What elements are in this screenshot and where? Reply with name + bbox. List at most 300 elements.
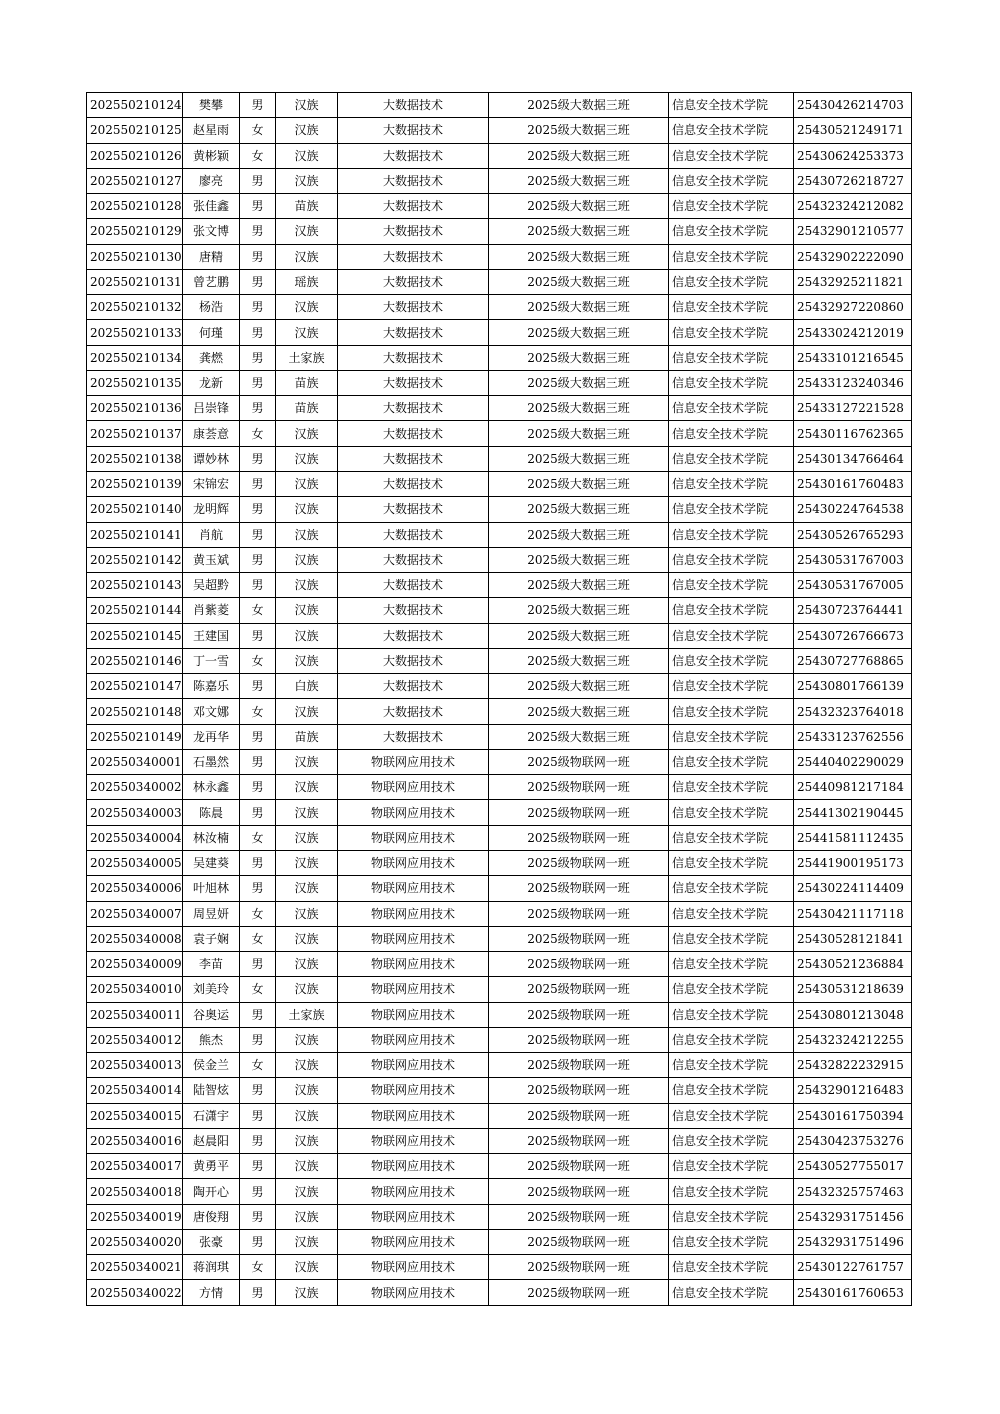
class-cell: 2025级物联网一班 xyxy=(489,1078,669,1103)
ethnicity-cell: 汉族 xyxy=(276,952,338,977)
class-cell: 2025级物联网一班 xyxy=(489,1229,669,1254)
ethnicity-cell: 白族 xyxy=(276,674,338,699)
name-cell: 陈晨 xyxy=(183,800,240,825)
class-cell: 2025级大数据三班 xyxy=(489,219,669,244)
college-cell: 信息安全技术学院 xyxy=(669,269,794,294)
college-cell: 信息安全技术学院 xyxy=(669,1053,794,1078)
student-id-cell: 202550340016 xyxy=(87,1128,183,1153)
ethnicity-cell: 苗族 xyxy=(276,396,338,421)
exam-number-cell: 25430726218727 xyxy=(794,168,912,193)
ethnicity-cell: 汉族 xyxy=(276,1128,338,1153)
college-cell: 信息安全技术学院 xyxy=(669,244,794,269)
exam-number-cell: 25432901216483 xyxy=(794,1078,912,1103)
class-cell: 2025级物联网一班 xyxy=(489,825,669,850)
gender-cell: 男 xyxy=(240,623,276,648)
name-cell: 赵晨阳 xyxy=(183,1128,240,1153)
table-row xyxy=(87,320,912,345)
gender-cell: 男 xyxy=(240,1027,276,1052)
college-cell: 信息安全技术学院 xyxy=(669,1027,794,1052)
table-row xyxy=(87,168,912,193)
exam-number-cell: 25430723764441 xyxy=(794,598,912,623)
gender-cell: 男 xyxy=(240,471,276,496)
class-cell: 2025级大数据三班 xyxy=(489,345,669,370)
table-row xyxy=(87,724,912,749)
table-row xyxy=(87,1002,912,1027)
class-cell: 2025级物联网一班 xyxy=(489,1027,669,1052)
name-cell: 龙明辉 xyxy=(183,497,240,522)
major-cell: 物联网应用技术 xyxy=(338,952,489,977)
exam-number-cell: 25430531767003 xyxy=(794,547,912,572)
college-cell: 信息安全技术学院 xyxy=(669,1280,794,1305)
table-row xyxy=(87,876,912,901)
student-id-cell: 202550340009 xyxy=(87,952,183,977)
gender-cell: 男 xyxy=(240,547,276,572)
college-cell: 信息安全技术学院 xyxy=(669,118,794,143)
major-cell: 物联网应用技术 xyxy=(338,1002,489,1027)
name-cell: 谷奥运 xyxy=(183,1002,240,1027)
table-row xyxy=(87,1229,912,1254)
exam-number-cell: 25433101216545 xyxy=(794,345,912,370)
student-id-cell: 202550210126 xyxy=(87,143,183,168)
name-cell: 李苗 xyxy=(183,952,240,977)
gender-cell: 男 xyxy=(240,1103,276,1128)
table-row xyxy=(87,775,912,800)
major-cell: 大数据技术 xyxy=(338,497,489,522)
student-id-cell: 202550340015 xyxy=(87,1103,183,1128)
class-cell: 2025级大数据三班 xyxy=(489,194,669,219)
student-id-cell: 202550340012 xyxy=(87,1027,183,1052)
table-row xyxy=(87,598,912,623)
ethnicity-cell: 汉族 xyxy=(276,320,338,345)
exam-number-cell: 25430531218639 xyxy=(794,977,912,1002)
gender-cell: 男 xyxy=(240,269,276,294)
ethnicity-cell: 汉族 xyxy=(276,93,338,118)
gender-cell: 女 xyxy=(240,118,276,143)
major-cell: 大数据技术 xyxy=(338,648,489,673)
table-row xyxy=(87,952,912,977)
major-cell: 物联网应用技术 xyxy=(338,1280,489,1305)
ethnicity-cell: 瑶族 xyxy=(276,269,338,294)
student-id-cell: 202550340022 xyxy=(87,1280,183,1305)
name-cell: 杨浩 xyxy=(183,295,240,320)
ethnicity-cell: 汉族 xyxy=(276,1053,338,1078)
name-cell: 王建国 xyxy=(183,623,240,648)
major-cell: 大数据技术 xyxy=(338,93,489,118)
student-id-cell: 202550340007 xyxy=(87,901,183,926)
gender-cell: 男 xyxy=(240,952,276,977)
major-cell: 大数据技术 xyxy=(338,471,489,496)
gender-cell: 男 xyxy=(240,320,276,345)
exam-number-cell: 25432931751496 xyxy=(794,1229,912,1254)
exam-number-cell: 25430624253373 xyxy=(794,143,912,168)
class-cell: 2025级大数据三班 xyxy=(489,446,669,471)
exam-number-cell: 25440402290029 xyxy=(794,749,912,774)
student-id-cell: 202550210125 xyxy=(87,118,183,143)
name-cell: 林汝楠 xyxy=(183,825,240,850)
name-cell: 黄彬颖 xyxy=(183,143,240,168)
college-cell: 信息安全技术学院 xyxy=(669,320,794,345)
exam-number-cell: 25432324212082 xyxy=(794,194,912,219)
ethnicity-cell: 汉族 xyxy=(276,168,338,193)
gender-cell: 男 xyxy=(240,93,276,118)
exam-number-cell: 25430161750394 xyxy=(794,1103,912,1128)
college-cell: 信息安全技术学院 xyxy=(669,295,794,320)
major-cell: 大数据技术 xyxy=(338,573,489,598)
name-cell: 康荟意 xyxy=(183,421,240,446)
exam-number-cell: 25432925211821 xyxy=(794,269,912,294)
ethnicity-cell: 汉族 xyxy=(276,749,338,774)
name-cell: 张豪 xyxy=(183,1229,240,1254)
major-cell: 大数据技术 xyxy=(338,724,489,749)
table-row xyxy=(87,749,912,774)
table-row xyxy=(87,471,912,496)
ethnicity-cell: 汉族 xyxy=(276,1255,338,1280)
exam-number-cell: 25433123240346 xyxy=(794,370,912,395)
class-cell: 2025级大数据三班 xyxy=(489,295,669,320)
student-id-cell: 202550340005 xyxy=(87,850,183,875)
exam-number-cell: 25430122761757 xyxy=(794,1255,912,1280)
class-cell: 2025级物联网一班 xyxy=(489,1002,669,1027)
table-row xyxy=(87,497,912,522)
gender-cell: 女 xyxy=(240,977,276,1002)
ethnicity-cell: 汉族 xyxy=(276,825,338,850)
exam-number-cell: 25432324212255 xyxy=(794,1027,912,1052)
major-cell: 物联网应用技术 xyxy=(338,1255,489,1280)
exam-number-cell: 25430531767005 xyxy=(794,573,912,598)
table-row xyxy=(87,194,912,219)
exam-number-cell: 25430521236884 xyxy=(794,952,912,977)
exam-number-cell: 25430116762365 xyxy=(794,421,912,446)
gender-cell: 女 xyxy=(240,143,276,168)
exam-number-cell: 25432822232915 xyxy=(794,1053,912,1078)
gender-cell: 女 xyxy=(240,648,276,673)
student-id-cell: 202550210148 xyxy=(87,699,183,724)
college-cell: 信息安全技术学院 xyxy=(669,370,794,395)
class-cell: 2025级物联网一班 xyxy=(489,1128,669,1153)
class-cell: 2025级大数据三班 xyxy=(489,598,669,623)
class-cell: 2025级物联网一班 xyxy=(489,775,669,800)
ethnicity-cell: 土家族 xyxy=(276,345,338,370)
class-cell: 2025级大数据三班 xyxy=(489,674,669,699)
college-cell: 信息安全技术学院 xyxy=(669,724,794,749)
major-cell: 物联网应用技术 xyxy=(338,1179,489,1204)
table-row xyxy=(87,1053,912,1078)
name-cell: 肖紫菱 xyxy=(183,598,240,623)
ethnicity-cell: 汉族 xyxy=(276,623,338,648)
college-cell: 信息安全技术学院 xyxy=(669,1103,794,1128)
college-cell: 信息安全技术学院 xyxy=(669,876,794,901)
major-cell: 大数据技术 xyxy=(338,168,489,193)
table-row xyxy=(87,118,912,143)
class-cell: 2025级大数据三班 xyxy=(489,244,669,269)
name-cell: 袁子娴 xyxy=(183,926,240,951)
class-cell: 2025级大数据三班 xyxy=(489,168,669,193)
major-cell: 物联网应用技术 xyxy=(338,749,489,774)
college-cell: 信息安全技术学院 xyxy=(669,598,794,623)
exam-number-cell: 25430527755017 xyxy=(794,1154,912,1179)
gender-cell: 男 xyxy=(240,345,276,370)
class-cell: 2025级物联网一班 xyxy=(489,749,669,774)
class-cell: 2025级物联网一班 xyxy=(489,876,669,901)
exam-number-cell: 25441581112435 xyxy=(794,825,912,850)
student-id-cell: 202550210144 xyxy=(87,598,183,623)
class-cell: 2025级大数据三班 xyxy=(489,573,669,598)
exam-number-cell: 25430526765293 xyxy=(794,522,912,547)
table-row xyxy=(87,244,912,269)
major-cell: 物联网应用技术 xyxy=(338,1053,489,1078)
gender-cell: 男 xyxy=(240,850,276,875)
exam-number-cell: 25433127221528 xyxy=(794,396,912,421)
gender-cell: 男 xyxy=(240,1179,276,1204)
ethnicity-cell: 汉族 xyxy=(276,143,338,168)
college-cell: 信息安全技术学院 xyxy=(669,977,794,1002)
gender-cell: 男 xyxy=(240,674,276,699)
college-cell: 信息安全技术学院 xyxy=(669,623,794,648)
name-cell: 周昱妍 xyxy=(183,901,240,926)
gender-cell: 男 xyxy=(240,396,276,421)
name-cell: 邓文娜 xyxy=(183,699,240,724)
class-cell: 2025级大数据三班 xyxy=(489,370,669,395)
major-cell: 大数据技术 xyxy=(338,295,489,320)
table-row xyxy=(87,1027,912,1052)
name-cell: 肖航 xyxy=(183,522,240,547)
ethnicity-cell: 汉族 xyxy=(276,1229,338,1254)
college-cell: 信息安全技术学院 xyxy=(669,775,794,800)
college-cell: 信息安全技术学院 xyxy=(669,749,794,774)
gender-cell: 男 xyxy=(240,573,276,598)
gender-cell: 女 xyxy=(240,1255,276,1280)
major-cell: 大数据技术 xyxy=(338,699,489,724)
table-row xyxy=(87,850,912,875)
exam-number-cell: 25430224764538 xyxy=(794,497,912,522)
major-cell: 大数据技术 xyxy=(338,118,489,143)
name-cell: 龚燃 xyxy=(183,345,240,370)
ethnicity-cell: 汉族 xyxy=(276,547,338,572)
ethnicity-cell: 苗族 xyxy=(276,370,338,395)
class-cell: 2025级物联网一班 xyxy=(489,850,669,875)
major-cell: 大数据技术 xyxy=(338,674,489,699)
ethnicity-cell: 苗族 xyxy=(276,194,338,219)
name-cell: 龙新 xyxy=(183,370,240,395)
gender-cell: 男 xyxy=(240,497,276,522)
college-cell: 信息安全技术学院 xyxy=(669,93,794,118)
exam-number-cell: 25432323764018 xyxy=(794,699,912,724)
name-cell: 林永鑫 xyxy=(183,775,240,800)
major-cell: 物联网应用技术 xyxy=(338,926,489,951)
student-id-cell: 202550340014 xyxy=(87,1078,183,1103)
major-cell: 物联网应用技术 xyxy=(338,1204,489,1229)
gender-cell: 男 xyxy=(240,1154,276,1179)
table-row xyxy=(87,573,912,598)
name-cell: 陶开心 xyxy=(183,1179,240,1204)
major-cell: 大数据技术 xyxy=(338,547,489,572)
class-cell: 2025级大数据三班 xyxy=(489,421,669,446)
table-row xyxy=(87,1204,912,1229)
college-cell: 信息安全技术学院 xyxy=(669,825,794,850)
ethnicity-cell: 汉族 xyxy=(276,850,338,875)
major-cell: 大数据技术 xyxy=(338,143,489,168)
student-id-cell: 202550210135 xyxy=(87,370,183,395)
name-cell: 方情 xyxy=(183,1280,240,1305)
table-row xyxy=(87,1255,912,1280)
exam-number-cell: 25433123762556 xyxy=(794,724,912,749)
college-cell: 信息安全技术学院 xyxy=(669,497,794,522)
table-row xyxy=(87,825,912,850)
gender-cell: 男 xyxy=(240,1229,276,1254)
ethnicity-cell: 汉族 xyxy=(276,1280,338,1305)
class-cell: 2025级物联网一班 xyxy=(489,1053,669,1078)
ethnicity-cell: 汉族 xyxy=(276,295,338,320)
name-cell: 樊攀 xyxy=(183,93,240,118)
student-id-cell: 202550340001 xyxy=(87,749,183,774)
table-row xyxy=(87,370,912,395)
ethnicity-cell: 苗族 xyxy=(276,724,338,749)
college-cell: 信息安全技术学院 xyxy=(669,1154,794,1179)
gender-cell: 男 xyxy=(240,775,276,800)
table-row xyxy=(87,219,912,244)
major-cell: 物联网应用技术 xyxy=(338,1128,489,1153)
name-cell: 熊杰 xyxy=(183,1027,240,1052)
class-cell: 2025级大数据三班 xyxy=(489,522,669,547)
gender-cell: 男 xyxy=(240,244,276,269)
exam-number-cell: 25432901210577 xyxy=(794,219,912,244)
exam-number-cell: 25433024212019 xyxy=(794,320,912,345)
name-cell: 侯金兰 xyxy=(183,1053,240,1078)
class-cell: 2025级大数据三班 xyxy=(489,547,669,572)
student-id-cell: 202550210137 xyxy=(87,421,183,446)
exam-number-cell: 25430426214703 xyxy=(794,93,912,118)
gender-cell: 女 xyxy=(240,421,276,446)
name-cell: 龙再华 xyxy=(183,724,240,749)
ethnicity-cell: 汉族 xyxy=(276,219,338,244)
college-cell: 信息安全技术学院 xyxy=(669,648,794,673)
ethnicity-cell: 汉族 xyxy=(276,471,338,496)
student-id-cell: 202550340021 xyxy=(87,1255,183,1280)
ethnicity-cell: 汉族 xyxy=(276,522,338,547)
student-id-cell: 202550210131 xyxy=(87,269,183,294)
table-row xyxy=(87,800,912,825)
major-cell: 大数据技术 xyxy=(338,522,489,547)
name-cell: 张佳鑫 xyxy=(183,194,240,219)
ethnicity-cell: 汉族 xyxy=(276,876,338,901)
major-cell: 大数据技术 xyxy=(338,269,489,294)
ethnicity-cell: 汉族 xyxy=(276,497,338,522)
college-cell: 信息安全技术学院 xyxy=(669,1229,794,1254)
exam-number-cell: 25440981217184 xyxy=(794,775,912,800)
exam-number-cell: 25432902222090 xyxy=(794,244,912,269)
class-cell: 2025级大数据三班 xyxy=(489,269,669,294)
table-row xyxy=(87,623,912,648)
college-cell: 信息安全技术学院 xyxy=(669,850,794,875)
class-cell: 2025级物联网一班 xyxy=(489,952,669,977)
college-cell: 信息安全技术学院 xyxy=(669,800,794,825)
exam-number-cell: 25432927220860 xyxy=(794,295,912,320)
exam-number-cell: 25430161760653 xyxy=(794,1280,912,1305)
table-row xyxy=(87,396,912,421)
class-cell: 2025级大数据三班 xyxy=(489,93,669,118)
exam-number-cell: 25430161760483 xyxy=(794,471,912,496)
student-id-cell: 202550210128 xyxy=(87,194,183,219)
major-cell: 大数据技术 xyxy=(338,244,489,269)
major-cell: 大数据技术 xyxy=(338,421,489,446)
student-id-cell: 202550210134 xyxy=(87,345,183,370)
name-cell: 黄玉斌 xyxy=(183,547,240,572)
exam-number-cell: 25430521249171 xyxy=(794,118,912,143)
gender-cell: 男 xyxy=(240,876,276,901)
college-cell: 信息安全技术学院 xyxy=(669,194,794,219)
class-cell: 2025级大数据三班 xyxy=(489,623,669,648)
name-cell: 蒋润琪 xyxy=(183,1255,240,1280)
gender-cell: 女 xyxy=(240,825,276,850)
major-cell: 物联网应用技术 xyxy=(338,1154,489,1179)
class-cell: 2025级物联网一班 xyxy=(489,1255,669,1280)
college-cell: 信息安全技术学院 xyxy=(669,421,794,446)
student-id-cell: 202550340006 xyxy=(87,876,183,901)
table-row xyxy=(87,1179,912,1204)
gender-cell: 女 xyxy=(240,598,276,623)
college-cell: 信息安全技术学院 xyxy=(669,522,794,547)
name-cell: 叶旭林 xyxy=(183,876,240,901)
student-roster-table xyxy=(86,92,912,1306)
name-cell: 何瑾 xyxy=(183,320,240,345)
student-id-cell: 202550210149 xyxy=(87,724,183,749)
major-cell: 物联网应用技术 xyxy=(338,876,489,901)
student-id-cell: 202550210133 xyxy=(87,320,183,345)
ethnicity-cell: 汉族 xyxy=(276,1103,338,1128)
ethnicity-cell: 汉族 xyxy=(276,699,338,724)
major-cell: 物联网应用技术 xyxy=(338,977,489,1002)
major-cell: 物联网应用技术 xyxy=(338,775,489,800)
student-id-cell: 202550340017 xyxy=(87,1154,183,1179)
student-id-cell: 202550210139 xyxy=(87,471,183,496)
ethnicity-cell: 汉族 xyxy=(276,244,338,269)
student-id-cell: 202550340020 xyxy=(87,1229,183,1254)
class-cell: 2025级大数据三班 xyxy=(489,143,669,168)
college-cell: 信息安全技术学院 xyxy=(669,1204,794,1229)
gender-cell: 男 xyxy=(240,1204,276,1229)
student-id-cell: 202550210136 xyxy=(87,396,183,421)
gender-cell: 男 xyxy=(240,749,276,774)
exam-number-cell: 25430528121841 xyxy=(794,926,912,951)
name-cell: 丁一雪 xyxy=(183,648,240,673)
name-cell: 谭妙林 xyxy=(183,446,240,471)
table-body xyxy=(87,93,912,1306)
gender-cell: 男 xyxy=(240,168,276,193)
table-row xyxy=(87,1103,912,1128)
college-cell: 信息安全技术学院 xyxy=(669,674,794,699)
table-row xyxy=(87,977,912,1002)
ethnicity-cell: 汉族 xyxy=(276,573,338,598)
gender-cell: 男 xyxy=(240,724,276,749)
major-cell: 物联网应用技术 xyxy=(338,1078,489,1103)
ethnicity-cell: 汉族 xyxy=(276,800,338,825)
class-cell: 2025级大数据三班 xyxy=(489,320,669,345)
student-id-cell: 202550340018 xyxy=(87,1179,183,1204)
name-cell: 刘美玲 xyxy=(183,977,240,1002)
table-row xyxy=(87,143,912,168)
college-cell: 信息安全技术学院 xyxy=(669,1179,794,1204)
name-cell: 唐精 xyxy=(183,244,240,269)
table-row xyxy=(87,295,912,320)
ethnicity-cell: 汉族 xyxy=(276,775,338,800)
table-row xyxy=(87,699,912,724)
table-row xyxy=(87,547,912,572)
exam-number-cell: 25441900195173 xyxy=(794,850,912,875)
name-cell: 陆智炫 xyxy=(183,1078,240,1103)
college-cell: 信息安全技术学院 xyxy=(669,1002,794,1027)
class-cell: 2025级大数据三班 xyxy=(489,648,669,673)
gender-cell: 男 xyxy=(240,522,276,547)
